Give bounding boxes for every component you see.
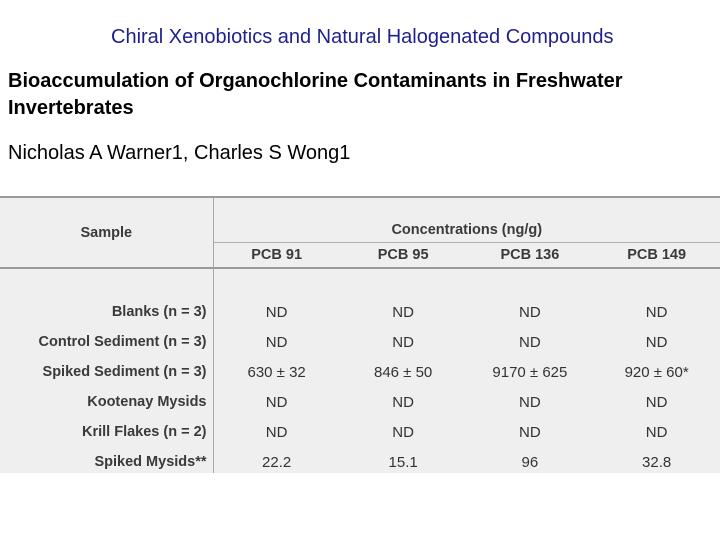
sample-label: Spiked Mysids** [94,454,207,470]
table-row [0,387,720,417]
sample-label: Kootenay Mysids [87,394,207,410]
table-cell: 96 [521,453,539,471]
table-cell: ND [645,303,668,321]
sample-label: Spiked Sediment (n = 3) [42,364,207,380]
table-cell: 846 ± 50 [373,363,433,381]
sample-label: Krill Flakes (n = 2) [81,424,207,440]
table-cell: ND [213,327,340,357]
table-row [0,297,720,327]
table-cell: ND [645,423,668,441]
table-cell: 15.1 [388,453,418,471]
column-header: PCB 149 [593,243,720,269]
table-cell: ND [645,393,668,411]
slide-title: Bioaccumulation of Organochlorine Contaminants in Freshwater Invertebrates [8,70,623,119]
authors: Nicholas A Warner1, Charles S Wong1 [8,142,351,164]
table-cell: 32.8 [642,453,672,471]
column-header: PCB 136 [467,243,594,269]
table-cell: ND [519,423,541,441]
table-cell: 9170 ± 625 [492,363,568,381]
table-cell: ND [213,387,340,417]
table-cell: ND [392,423,414,441]
table-cell: 22.2 [213,447,340,473]
column-header: PCB 91 [213,243,340,269]
sample-label: Control Sediment (n = 3) [38,334,207,350]
table-row [0,417,720,447]
concentrations-group-header: Concentrations (ng/g) [213,197,720,243]
table-cell: 630 ± 32 [213,357,340,387]
table-cell: ND [645,333,668,351]
sample-label: Blanks (n = 3) [111,304,207,320]
table-row [0,447,720,473]
slide-header: Chiral Xenobiotics and Natural Halogenated Compounds [111,26,614,48]
table-cell: ND [519,303,541,321]
table-row [0,357,720,387]
table-cell: ND [392,333,414,351]
sample-column-header: Sample [0,197,213,268]
table-cell: ND [519,333,541,351]
concentration-table-image [0,196,720,473]
table-cell: ND [392,393,414,411]
table-cell: ND [392,303,414,321]
table-cell: ND [213,297,340,327]
table-cell: 920 ± 60* [624,363,689,381]
table-row [0,327,720,357]
column-header: PCB 95 [340,243,467,269]
table-cell: ND [519,393,541,411]
concentration-table [0,196,720,473]
table-cell: ND [213,417,340,447]
